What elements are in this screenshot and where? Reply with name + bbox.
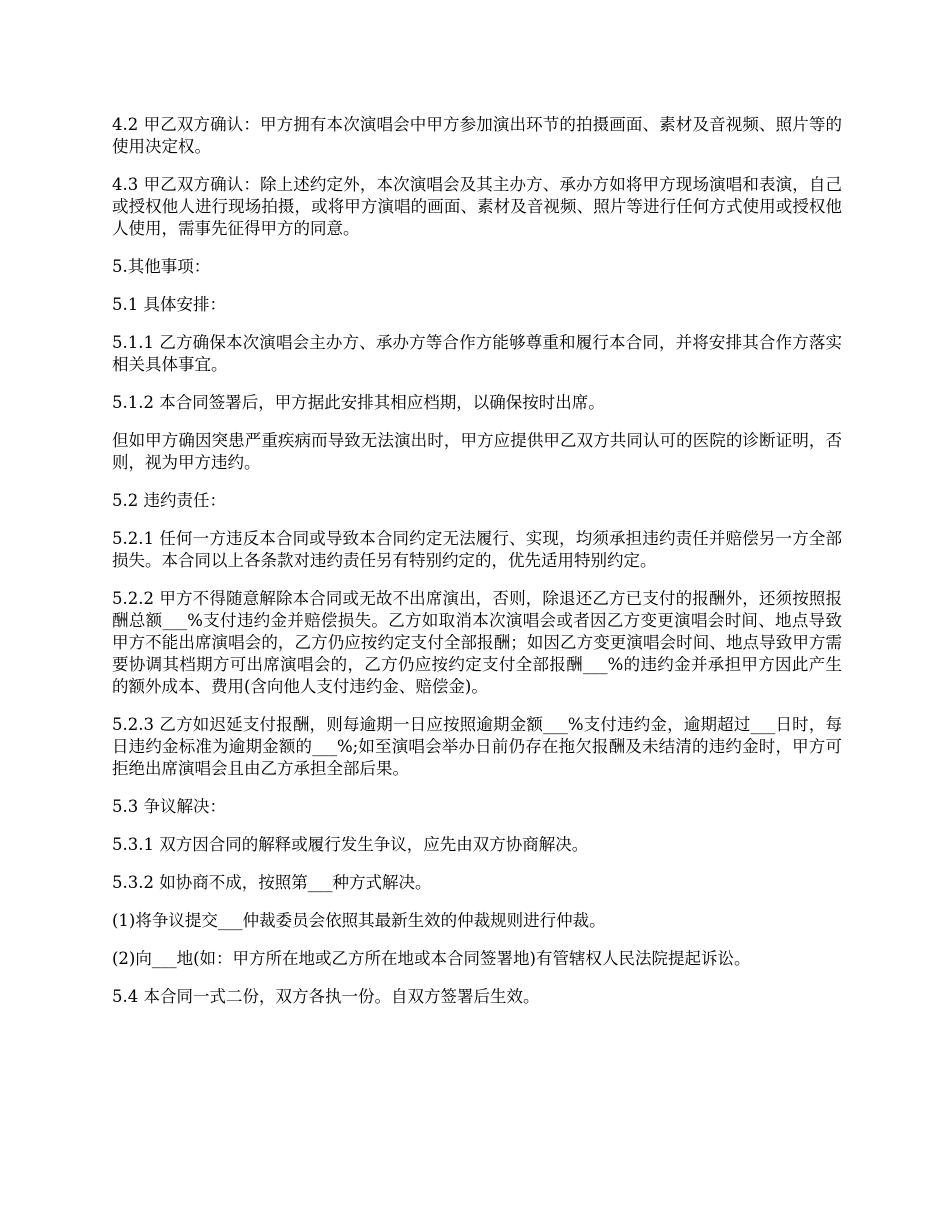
section-5-heading: 5.其他事项： (112, 257, 211, 276)
clause-5-3-2: 5.3.2 如协商不成，按照第___种方式解决。 (112, 873, 432, 892)
clause-5-1-2-exception: 但如甲方确因突患严重疾病而导致无法演出时，甲方应提供甲乙双方共同认可的医院的诊断证明，否则，视为甲方违约。 (112, 431, 842, 472)
dispute-option-1: (1)将争议提交___仲裁委员会依照其最新生效的仲裁规则进行仲裁。 (112, 911, 606, 930)
clause-5-1-1: 5.1.1 乙方确保本次演唱会主办方、承办方等合作方能够尊重和履行本合同，并将安排其合作方落实相关具体事宜。 (112, 333, 842, 374)
section-5-3-heading: 5.3 争议解决： (112, 797, 226, 816)
document-body (112, 114, 842, 1024)
clause-5-3-1: 5.3.1 双方因合同的解释或履行发生争议，应先由双方协商解决。 (112, 835, 589, 854)
clause-5-2-3: 5.2.3 乙方如迟延支付报酬，则每逾期一日应按照逾期金额___%支付违约金，逾期超过___日时，每日违约金标准为逾期金额的___%;如至演唱会举办日前仍存在拖欠报酬及未结清的违约金时，甲方可拒绝出席演唱会且由乙方承担全部后果。 (112, 715, 842, 778)
dispute-option-2: (2)向___地(如：甲方所在地或乙方所在地或本合同签署地)有管辖权人民法院提起诉讼。 (112, 949, 751, 968)
section-5-2-heading: 5.2 违约责任： (112, 491, 226, 510)
clause-4-2: 4.2 甲乙双方确认：甲方拥有本次演唱会中甲方参加演出环节的拍摄画面、素材及音视频、照片等的使用决定权。 (112, 115, 842, 156)
clause-5-1-2: 5.1.2 本合同签署后，甲方据此安排其相应档期，以确保按时出席。 (112, 393, 605, 412)
clause-4-3: 4.3 甲乙双方确认：除上述约定外，本次演唱会及其主办方、承办方如将甲方现场演唱和表演，自己或授权他人进行现场拍摄，或将甲方演唱的画面、素材及音视频、照片等进行任何方式使用或授权他人使用，需事先征得甲方的同意。 (112, 175, 842, 238)
section-5-1-heading: 5.1 具体安排： (112, 295, 226, 314)
clause-5-2-1: 5.2.1 任何一方违反本合同或导致本合同约定无法履行、实现，均须承担违约责任并赔偿另一方全部损失。本合同以上各条款对违约责任另有特别约定的，优先适用特别约定。 (112, 529, 842, 570)
clause-5-4: 5.4 本合同一式二份，双方各执一份。自双方签署后生效。 (112, 987, 540, 1006)
clause-5-2-2: 5.2.2 甲方不得随意解除本合同或无故不出席演出，否则，除退还乙方已支付的报酬外，还须按照报酬总额___%支付违约金并赔偿损失。乙方如取消本次演唱会或者因乙方变更演唱会时间、地点导致甲方不能出席演唱会的，乙方仍应按约定支付全部报酬；如因乙方变更演唱会时间、地点导致甲方需要协调其档期方可出席演唱会的，乙方仍应按约定支付全部报酬___%的违约金并承担甲方因此产生的额外成本、费用(含向他人支付违约金、赔偿金)。 (112, 589, 842, 696)
